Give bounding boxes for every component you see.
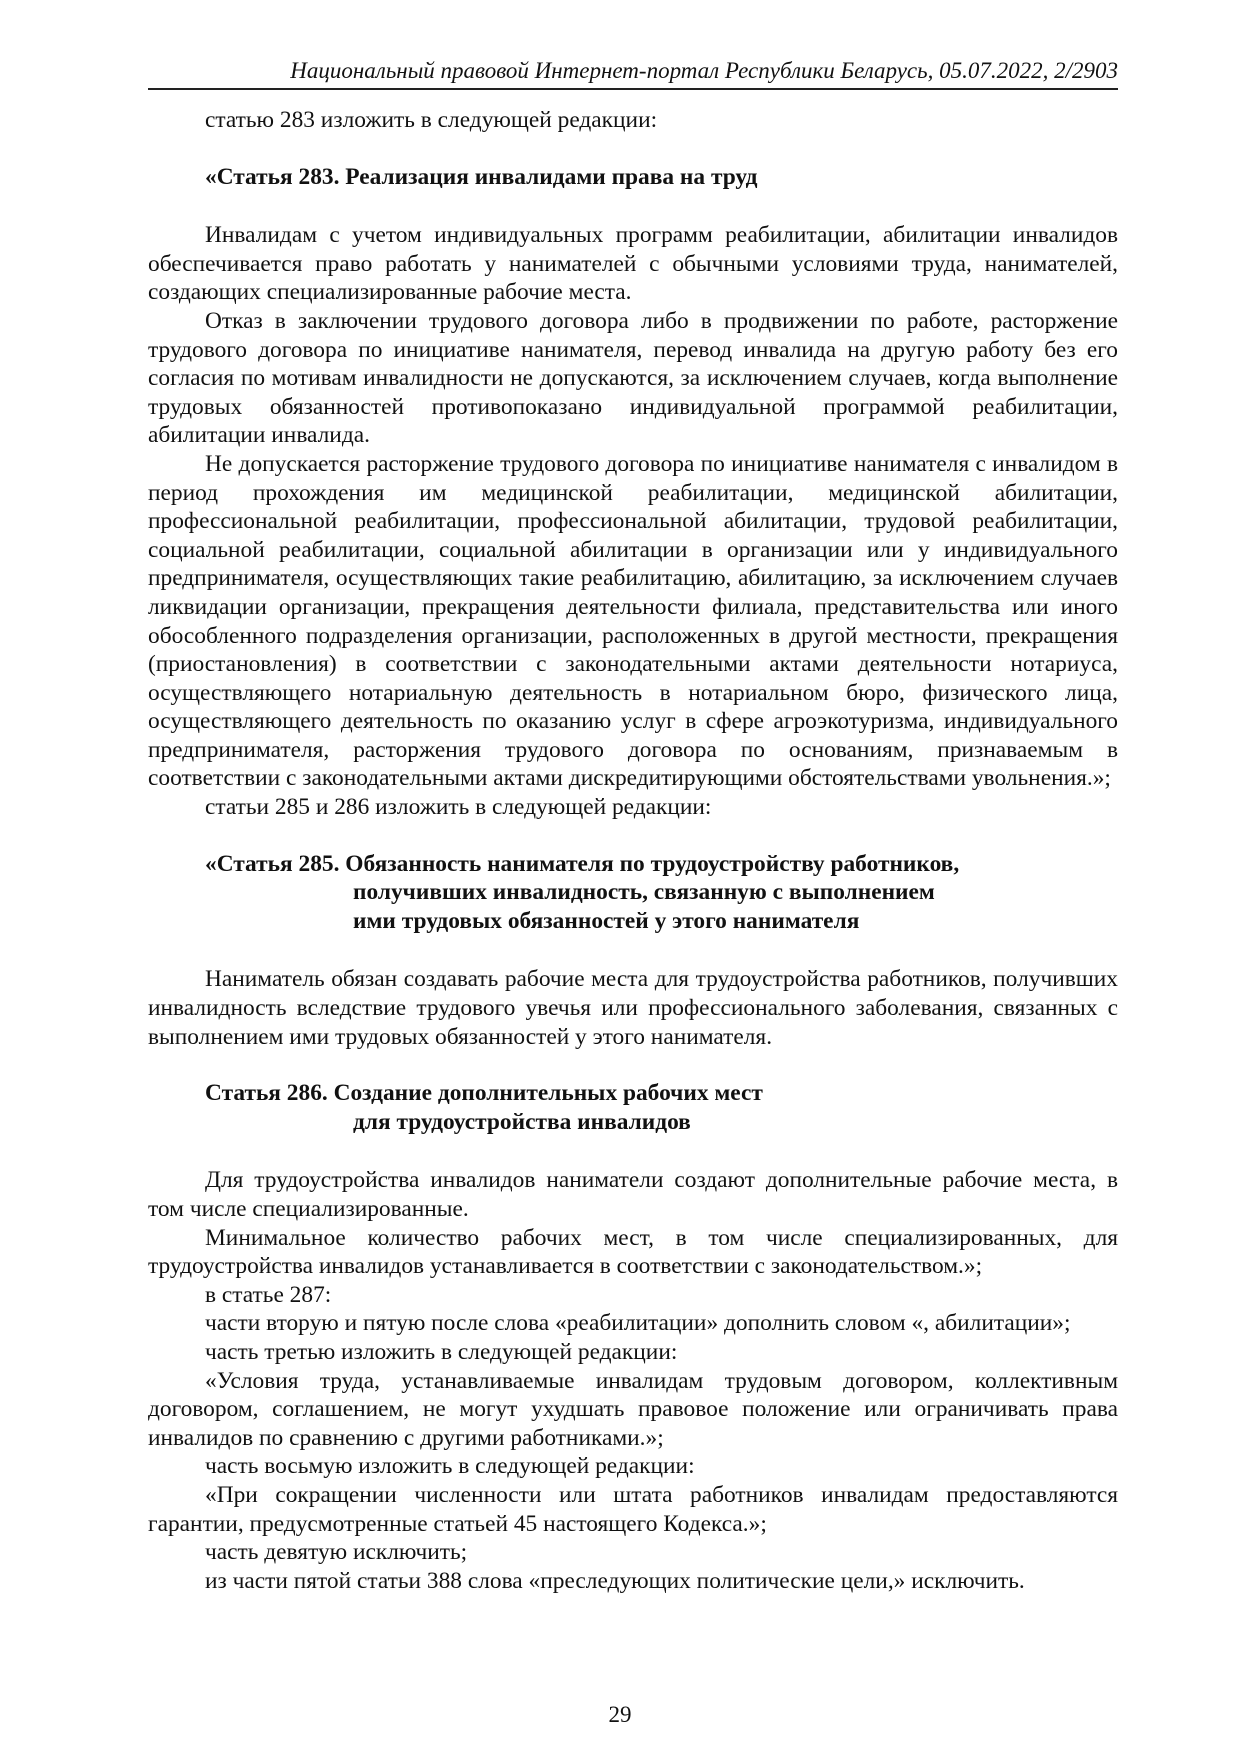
paragraph: Не допускается расторжение трудового договора по инициативе нанимателя с инвалидом в период прохождения им медицинской реабилитации, медицинской абилитации, профессиональной реабилитации, профессиональной абилитации, трудовой реабилитации, социальной реабилитации, социальной абилитации в организации или у индивидуального предпринимателя, осуществляющих такие реабилитацию, абилитацию, за исключением случаев ликвидации организации, прекращения деятельности филиала, представительства или иного обособленного подразделения организации, расположенных в другой местности, прекращения (приостановления) в соответствии с законодательными актами деятельности нотариуса, осуществляющего нотариальную деятельность в нотариальном бюро, физического лица, осуществляющего деятельность по оказанию услуг в сфере агроэкотуризма, индивидуального предпринимателя, расторжения трудового договора по основаниям, признаваемым в соответствии с законодательными актами дискредитирующими обстоятельствами увольнения.»; [148,450,1118,792]
paragraph: из части пятой статьи 388 слова «преследующих политические цели,» исключить. [205,1567,1025,1594]
paragraph: части вторую и пятую после слова «реабилитации» дополнить словом «, абилитации»; [205,1310,1071,1337]
paragraph: Минимальное количество рабочих мест, в том числе специализированных, для трудоустройства инвалидов устанавливается в соответствии с законодательством.»; [148,1224,1118,1280]
paragraph: Для трудоустройства инвалидов наниматели создают дополнительные рабочие места, в том числе специализированные. [148,1167,1118,1222]
article-286-heading-line-1: Статья 286. Создание дополнительных рабочих мест [205,1080,763,1107]
article-285-heading-line-3: ими трудовых обязанностей у этого нанимателя [353,907,860,934]
paragraph: «При сокращении численности или штата работников инвалидам предоставляются гарантии, предусмотренные статьей 45 настоящего Кодекса.»; [148,1481,1118,1537]
paragraph: статьи 285 и 286 изложить в следующей редакции: [205,794,712,821]
paragraph: Инвалидам с учетом индивидуальных программ реабилитации, абилитации инвалидов обеспечивается право работать у нанимателей с обычными условиями труда, нанимателей, создающих специализированные рабочие места. [148,222,1118,306]
document-body [148,106,1118,1595]
article-283-heading: «Статья 283. Реализация инвалидами права на труд [205,163,758,190]
article-285-heading [148,850,1118,936]
article-285-heading-line-2: получивших инвалидность, связанную с выполнением [353,879,935,906]
page-header: Национальный правовой Интернет-портал Республики Беларусь, 05.07.2022, 2/2903 [148,56,1118,90]
article-286-heading-line-2: для трудоустройства инвалидов [353,1108,691,1135]
article-285-heading-line-1: «Статья 285. Обязанность нанимателя по трудоустройству работников, [205,850,960,877]
paragraph: статью 283 изложить в следующей редакции: [205,107,658,133]
page-number: 29 [608,1702,632,1727]
paragraph: часть девятую исключить; [205,1539,468,1566]
paragraph: Отказ в заключении трудового договора либо в продвижении по работе, расторжение трудового договора по инициативе нанимателя, перевод инвалида на другую работу без его согласия по мотивам инвалидности не допускаются, за исключением случаев, когда выполнение трудовых обязанностей противопоказано индивидуальной программой реабилитации, абилитации инвалида. [148,307,1118,449]
paragraph: в статье 287: [205,1281,332,1308]
paragraph: «Условия труда, устанавливаемые инвалидам трудовым договором, коллективным договором, соглашением, не могут ухудшать правовое положение или ограничивать права инвалидов по сравнению с другими работниками.»; [148,1367,1118,1451]
paragraph: часть восьмую изложить в следующей редакции: [205,1453,695,1480]
paragraph: часть третью изложить в следующей редакции: [205,1338,678,1365]
article-286-heading [148,1079,1118,1136]
paragraph: Наниматель обязан создавать рабочие места для трудоустройства работников, получивших инвалидность вследствие трудового увечья или профессионального заболевания, связанных с выполнением ими трудовых обязанностей у этого нанимателя. [148,966,1118,1050]
